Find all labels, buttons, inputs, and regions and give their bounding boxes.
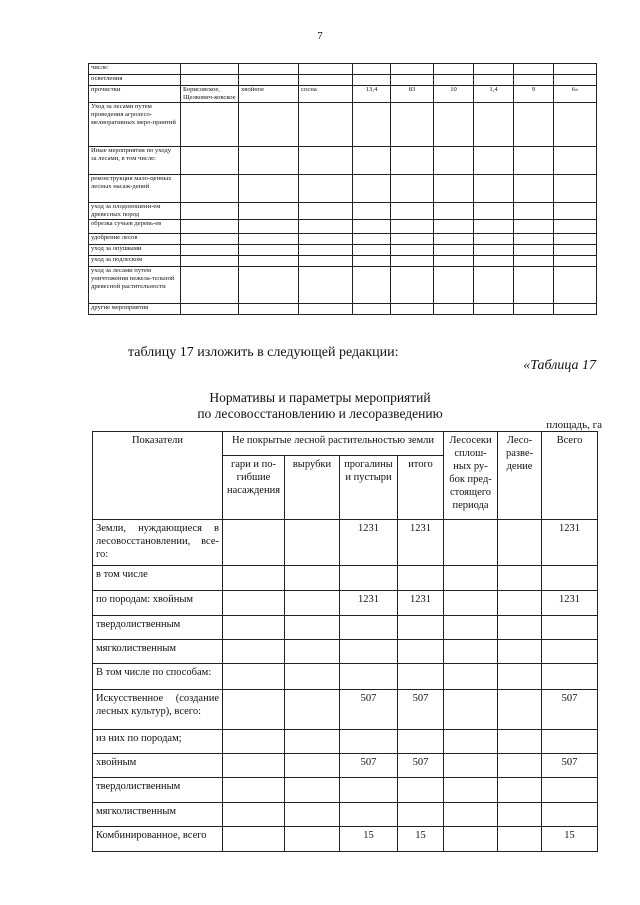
top-cell xyxy=(239,175,299,203)
table-cell xyxy=(444,520,498,566)
top-cell xyxy=(181,75,239,86)
table-cell xyxy=(542,616,598,640)
top-table-row xyxy=(89,234,597,245)
top-cell xyxy=(299,175,353,203)
table-cell: 1231 xyxy=(340,520,398,566)
top-row-label: реконструкция мало-ценных лесных насаж-дений xyxy=(89,175,181,203)
table-row xyxy=(93,754,598,778)
top-table-row xyxy=(89,175,597,203)
table-cell xyxy=(498,591,542,616)
row-label: из них по породам; xyxy=(93,730,223,754)
table-cell xyxy=(223,803,285,827)
top-row-label: осветления xyxy=(89,75,181,86)
row-label: мягколиственным xyxy=(93,640,223,664)
table-cell xyxy=(398,778,444,803)
header-afforestation: Лесо-разве-дение xyxy=(498,432,542,520)
top-cell xyxy=(514,304,554,315)
table-cell xyxy=(223,690,285,730)
top-cell xyxy=(239,203,299,220)
top-cell xyxy=(391,267,434,304)
top-cell: Борисовское, Щелкович-ковское xyxy=(181,86,239,103)
top-table-row xyxy=(89,103,597,147)
top-cell xyxy=(514,245,554,256)
top-cell xyxy=(299,267,353,304)
top-cell xyxy=(181,103,239,147)
table-cell: 15 xyxy=(542,827,598,852)
top-cell: сосна xyxy=(299,86,353,103)
table-label: «Таблица 17 xyxy=(523,358,596,373)
top-cell xyxy=(391,220,434,234)
table-row xyxy=(93,778,598,803)
top-cell xyxy=(434,175,474,203)
top-cell xyxy=(434,203,474,220)
top-table-row xyxy=(89,75,597,86)
row-label: твердолиственным xyxy=(93,616,223,640)
table-cell: 507 xyxy=(398,690,444,730)
top-row-label: прочистки xyxy=(89,86,181,103)
table-cell xyxy=(444,803,498,827)
table-cell xyxy=(542,664,598,690)
table-cell xyxy=(285,754,340,778)
table-cell xyxy=(285,664,340,690)
table-row xyxy=(93,640,598,664)
table-cell xyxy=(223,664,285,690)
table-cell xyxy=(285,591,340,616)
table-cell xyxy=(223,616,285,640)
table-cell xyxy=(223,778,285,803)
table-row xyxy=(93,803,598,827)
table-cell xyxy=(444,664,498,690)
top-cell xyxy=(434,267,474,304)
top-cell xyxy=(474,234,514,245)
top-cell xyxy=(239,304,299,315)
row-label: В том числе по способам: xyxy=(93,664,223,690)
top-cell xyxy=(554,64,597,75)
top-cell xyxy=(391,203,434,220)
top-cell xyxy=(554,103,597,147)
table-cell xyxy=(498,803,542,827)
table-row xyxy=(93,616,598,640)
top-cell xyxy=(353,256,391,267)
top-cell xyxy=(181,147,239,175)
top-cell xyxy=(391,147,434,175)
top-cell xyxy=(434,75,474,86)
table-cell: 507 xyxy=(542,690,598,730)
table-cell xyxy=(398,640,444,664)
top-row-label: Иные мероприятия по уходу за лесами, в том числе: xyxy=(89,147,181,175)
top-cell xyxy=(434,220,474,234)
top-cell: 6» xyxy=(554,86,597,103)
top-cell xyxy=(299,147,353,175)
top-cell xyxy=(474,64,514,75)
top-cell xyxy=(391,245,434,256)
table-cell: 1231 xyxy=(542,591,598,616)
top-cell xyxy=(181,175,239,203)
header-total-sub: итого xyxy=(398,456,444,520)
top-cell xyxy=(474,220,514,234)
top-cell xyxy=(554,175,597,203)
top-cell xyxy=(514,103,554,147)
top-cell xyxy=(391,103,434,147)
row-label: Комбинированное, всего xyxy=(93,827,223,852)
top-row-label: Уход за лесами путем проведения агролесо-мелиоративных меро-приятий xyxy=(89,103,181,147)
top-cell xyxy=(514,267,554,304)
page-number: 7 xyxy=(317,30,323,42)
table-cell: 507 xyxy=(398,754,444,778)
row-label: Искусственное (создание лесных культур), всего: xyxy=(93,690,223,730)
table-cell xyxy=(340,616,398,640)
table-title-line1: Нормативы и параметры мероприятий xyxy=(209,390,431,405)
top-cell xyxy=(299,220,353,234)
top-row-label: удобрение лесов xyxy=(89,234,181,245)
table-cell xyxy=(444,640,498,664)
top-row-label: числе: xyxy=(89,64,181,75)
main-table xyxy=(92,431,598,852)
table-cell xyxy=(498,520,542,566)
top-cell: 9 xyxy=(514,86,554,103)
row-label: мягколиственным xyxy=(93,803,223,827)
top-cell xyxy=(299,234,353,245)
top-table-row xyxy=(89,147,597,175)
header-total: Всего xyxy=(542,432,598,520)
table-row xyxy=(93,566,598,591)
table-cell xyxy=(444,591,498,616)
table-cell xyxy=(223,640,285,664)
table-row xyxy=(93,690,598,730)
top-cell xyxy=(353,75,391,86)
top-cell: хвойное xyxy=(239,86,299,103)
top-cell xyxy=(554,304,597,315)
table-cell xyxy=(542,803,598,827)
table-cell xyxy=(223,591,285,616)
top-cell xyxy=(434,256,474,267)
table-cell xyxy=(498,664,542,690)
table-cell xyxy=(340,778,398,803)
top-cell xyxy=(474,203,514,220)
top-cell xyxy=(434,147,474,175)
table-cell xyxy=(340,664,398,690)
top-cell xyxy=(391,304,434,315)
table-cell xyxy=(498,616,542,640)
top-cell xyxy=(434,64,474,75)
header-glades: прогалины и пустыри xyxy=(340,456,398,520)
top-cell xyxy=(299,103,353,147)
top-cell xyxy=(514,147,554,175)
top-cell: 10 xyxy=(434,86,474,103)
header-not-covered: Не покрытые лесной растительностью земли xyxy=(223,432,444,456)
table-cell xyxy=(444,690,498,730)
top-table-row xyxy=(89,256,597,267)
top-cell xyxy=(554,256,597,267)
top-cell xyxy=(181,256,239,267)
table-row xyxy=(93,730,598,754)
table-cell: 15 xyxy=(398,827,444,852)
table-cell xyxy=(285,616,340,640)
top-cell xyxy=(391,64,434,75)
table-cell: 1231 xyxy=(340,591,398,616)
top-row-label: уход за опушками xyxy=(89,245,181,256)
top-cell xyxy=(514,234,554,245)
top-cell xyxy=(353,203,391,220)
top-cell xyxy=(554,75,597,86)
top-cell xyxy=(353,234,391,245)
top-cell xyxy=(239,64,299,75)
table-cell xyxy=(340,730,398,754)
top-cell xyxy=(353,147,391,175)
top-cell xyxy=(181,234,239,245)
table-cell xyxy=(444,566,498,591)
table-cell: 507 xyxy=(340,690,398,730)
table-cell xyxy=(285,520,340,566)
top-cell xyxy=(299,304,353,315)
table-cell xyxy=(498,640,542,664)
top-cell xyxy=(474,103,514,147)
table-cell xyxy=(444,730,498,754)
table-cell xyxy=(340,566,398,591)
top-cell xyxy=(353,175,391,203)
table-cell xyxy=(285,827,340,852)
top-row-label: обрезка сучьев деревь-ев xyxy=(89,220,181,234)
top-cell xyxy=(353,245,391,256)
table-cell xyxy=(285,640,340,664)
table-cell xyxy=(223,566,285,591)
top-cell xyxy=(239,267,299,304)
table-cell xyxy=(398,730,444,754)
top-cell xyxy=(514,75,554,86)
top-cell xyxy=(474,304,514,315)
top-cell xyxy=(299,256,353,267)
row-label: в том числе xyxy=(93,566,223,591)
top-cell xyxy=(554,220,597,234)
table-cell xyxy=(223,754,285,778)
top-table-row xyxy=(89,86,597,103)
table-cell xyxy=(444,778,498,803)
table-cell xyxy=(498,827,542,852)
header-clearcuts: вырубки xyxy=(285,456,340,520)
top-row-label: уход за лесами путем уничтожения нежела-тельной древесной растительности xyxy=(89,267,181,304)
row-label: Земли, нуждающиеся в лесовосстановлении, все-го: xyxy=(93,520,223,566)
top-cell xyxy=(239,147,299,175)
top-cell xyxy=(239,256,299,267)
table-cell xyxy=(398,566,444,591)
header-indicators: Показатели xyxy=(93,432,223,520)
table-cell: 507 xyxy=(542,754,598,778)
top-cell xyxy=(434,304,474,315)
table-cell xyxy=(542,778,598,803)
top-cell xyxy=(353,64,391,75)
top-cell xyxy=(554,267,597,304)
table-cell: 507 xyxy=(340,754,398,778)
instruction-text: таблицу 17 изложить в следующей редакции: xyxy=(128,345,399,360)
top-row-label: уход за плодоношени-ем древесных пород xyxy=(89,203,181,220)
top-cell xyxy=(554,147,597,175)
top-table-row xyxy=(89,267,597,304)
top-cell xyxy=(391,256,434,267)
top-cell xyxy=(514,203,554,220)
top-cell xyxy=(299,245,353,256)
row-label: твердолиственным xyxy=(93,778,223,803)
top-cell: 13,4 xyxy=(353,86,391,103)
top-cell xyxy=(239,220,299,234)
table-row xyxy=(93,664,598,690)
top-cell xyxy=(181,304,239,315)
top-cell xyxy=(514,220,554,234)
top-cell xyxy=(299,75,353,86)
top-cell xyxy=(299,203,353,220)
table-cell xyxy=(223,520,285,566)
table-cell xyxy=(340,640,398,664)
top-cell xyxy=(353,267,391,304)
table-cell xyxy=(285,778,340,803)
top-cell xyxy=(514,175,554,203)
top-cell xyxy=(474,175,514,203)
table-cell xyxy=(498,690,542,730)
table-cell xyxy=(444,827,498,852)
top-cell xyxy=(434,103,474,147)
table-cell xyxy=(285,566,340,591)
table-cell xyxy=(498,754,542,778)
table-row xyxy=(93,827,598,852)
table-cell xyxy=(498,730,542,754)
top-cell xyxy=(353,220,391,234)
table-cell xyxy=(340,803,398,827)
top-cell xyxy=(181,220,239,234)
top-cell xyxy=(239,75,299,86)
top-cell xyxy=(554,234,597,245)
top-table xyxy=(88,63,597,315)
table-cell xyxy=(542,566,598,591)
top-cell xyxy=(391,175,434,203)
table-row xyxy=(93,591,598,616)
top-cell xyxy=(554,245,597,256)
table-cell xyxy=(498,778,542,803)
table-cell: 1231 xyxy=(542,520,598,566)
table-cell xyxy=(223,827,285,852)
top-cell xyxy=(181,267,239,304)
table-cell xyxy=(285,803,340,827)
table-title-line2: по лесовосстановлению и лесоразведению xyxy=(197,406,443,421)
table-cell xyxy=(398,616,444,640)
table-cell: 15 xyxy=(340,827,398,852)
top-cell xyxy=(474,256,514,267)
top-cell xyxy=(299,64,353,75)
table-cell xyxy=(498,566,542,591)
table-cell xyxy=(398,664,444,690)
top-cell xyxy=(474,75,514,86)
table-cell: 1231 xyxy=(398,591,444,616)
top-cell xyxy=(514,64,554,75)
row-label: хвойным xyxy=(93,754,223,778)
top-cell xyxy=(391,234,434,245)
table-row xyxy=(93,520,598,566)
row-label: по породам: хвойным xyxy=(93,591,223,616)
top-cell xyxy=(434,234,474,245)
top-cell: 1,4 xyxy=(474,86,514,103)
top-table-row xyxy=(89,220,597,234)
top-cell xyxy=(181,64,239,75)
table-cell xyxy=(223,730,285,754)
header-felling-areas: Лесосеки сплош-ных ру-бок пред-стоящего периода xyxy=(444,432,498,520)
top-cell xyxy=(474,147,514,175)
top-cell xyxy=(181,245,239,256)
top-cell xyxy=(181,203,239,220)
table-cell xyxy=(542,640,598,664)
units-label: площадь, га xyxy=(546,419,602,431)
top-cell xyxy=(391,75,434,86)
table-cell xyxy=(444,616,498,640)
table-cell xyxy=(542,730,598,754)
top-cell: 83 xyxy=(391,86,434,103)
top-table-row xyxy=(89,203,597,220)
header-burned: гари и по-гибшие насаждения xyxy=(223,456,285,520)
top-cell xyxy=(514,256,554,267)
table-cell xyxy=(398,803,444,827)
top-table-row xyxy=(89,64,597,75)
table-cell xyxy=(444,754,498,778)
top-row-label: уход за подлеском xyxy=(89,256,181,267)
table-cell xyxy=(285,690,340,730)
top-cell xyxy=(353,304,391,315)
top-table-row xyxy=(89,245,597,256)
table-cell xyxy=(285,730,340,754)
top-cell xyxy=(474,245,514,256)
table-cell: 1231 xyxy=(398,520,444,566)
top-cell xyxy=(239,245,299,256)
top-cell xyxy=(239,103,299,147)
top-cell xyxy=(239,234,299,245)
top-cell xyxy=(474,267,514,304)
top-row-label: другие мероприятия xyxy=(89,304,181,315)
top-cell xyxy=(353,103,391,147)
top-cell xyxy=(554,203,597,220)
top-table-row xyxy=(89,304,597,315)
top-cell xyxy=(434,245,474,256)
